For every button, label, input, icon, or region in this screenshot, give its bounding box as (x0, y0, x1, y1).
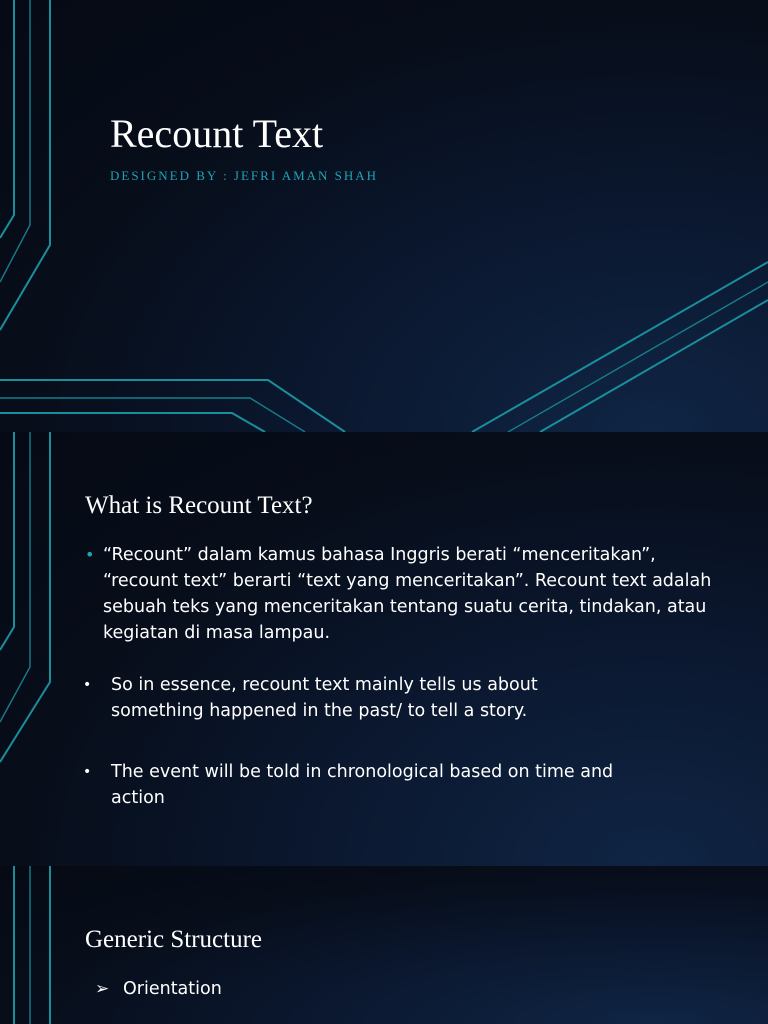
slide-definition (0, 432, 768, 866)
slide-heading: Generic Structure (85, 926, 263, 953)
bullet-text: So in essence, recount text mainly tells us about something happened in the past/ to tell a story. (111, 675, 538, 721)
slide-generic-structure (0, 866, 768, 1024)
bullet-item (83, 672, 631, 724)
bullet-item (85, 542, 713, 646)
bullet-text: Orientation (123, 979, 222, 999)
bullet-dot-icon: • (83, 764, 92, 780)
arrow-bullet-icon: ➢ (95, 979, 110, 999)
bullet-dot-icon: • (85, 545, 95, 564)
bullet-item (95, 976, 523, 1002)
circuit-lines-decoration (0, 0, 768, 432)
bullet-text: “Recount” dalam kamus bahasa Inggris berati “menceritakan”, “recount text” berarti “text yang menceritakan”. Recount text adalah sebuah teks yang menceritakan tentang suatu cerita, tindakan, atau kegiatan di masa lampau. (103, 545, 712, 643)
bullet-dot-icon: • (83, 677, 92, 693)
slide-title-text: Recount Text (110, 111, 324, 156)
slide-heading: What is Recount Text? (85, 492, 313, 519)
bullet-item (83, 759, 631, 811)
slide-subtitle: DESIGNED BY : JEFRI AMAN SHAH (110, 168, 379, 183)
slide-title (0, 0, 768, 432)
bullet-text: The event will be told in chronological based on time and action (111, 762, 614, 808)
